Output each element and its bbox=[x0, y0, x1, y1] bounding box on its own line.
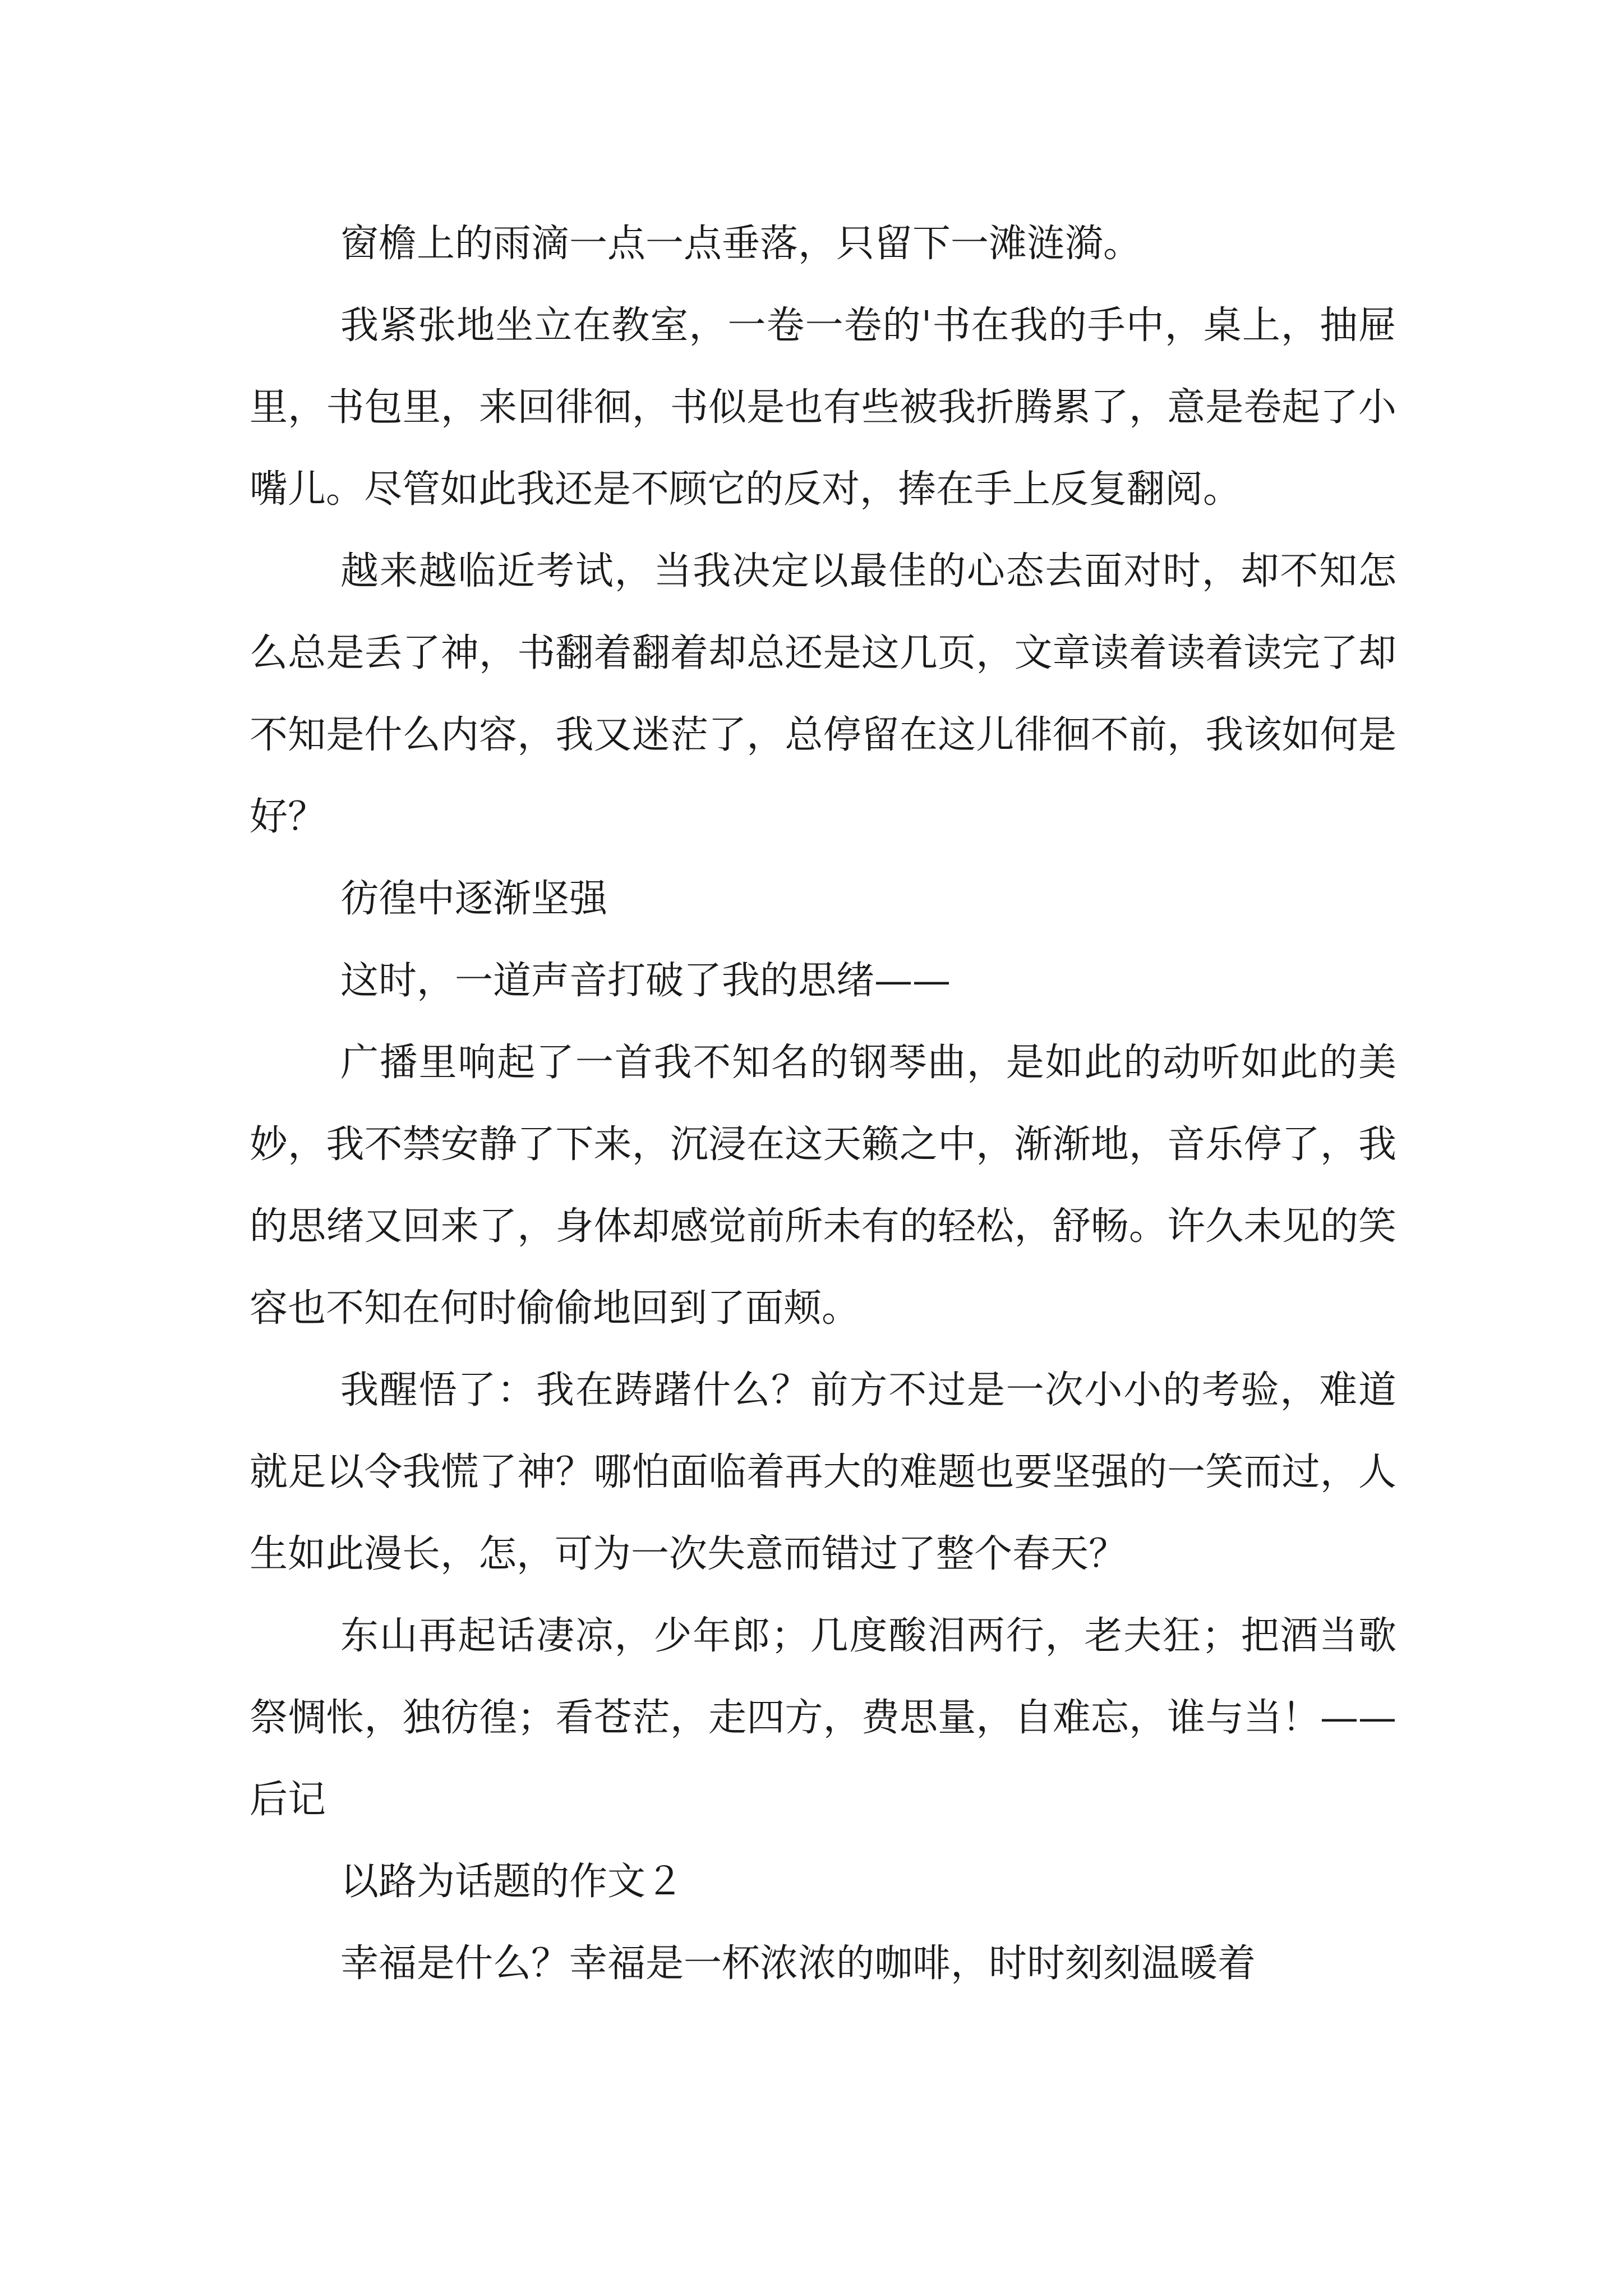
paragraph-awakening: 我醒悟了：我在踌躇什么？前方不过是一次小小的考验，难道就足以令我慌了神？哪怕面临着再大的难题也要坚强的一笑而过，人生如此漫长，怎，可为一次失意而错过了整个春天？ bbox=[250, 1368, 1396, 1576]
paragraph-happiness: 幸福是什么？幸福是一杯浓浓的咖啡，时时刻刻温暖着 bbox=[340, 1941, 1256, 1986]
paragraph-nervous-reading: 我紧张地坐立在教室，一卷一卷的'书在我的手中，桌上，抽屉里，书包里，来回徘徊，书似是也有些被我折腾累了，意是卷起了小嘴儿。尽管如此我还是不顾它的反对，捧在手上反复翻阅。 bbox=[250, 303, 1396, 512]
paragraph-piano-music: 广播里响起了一首我不知名的钢琴曲，是如此的动听如此的美妙，我不禁安静了下来，沉浸在这天籁之中，渐渐地，音乐停了，我的思绪又回来了，身体却感觉前所未有的轻松，舒畅。许久未见的笑容也不知在何时偷偷地回到了面颊。 bbox=[250, 1041, 1396, 1331]
paragraph-postscript-poem: 东山再起话凄凉，少年郎；几度酸泪两行，老夫狂；把酒当歌祭惆怅，独彷徨；看苍茫，走四方，费思量，自难忘，谁与当！——后记 bbox=[250, 1614, 1396, 1822]
paragraph-exam-anxiety: 越来越临近考试，当我决定以最佳的心态去面对时，却不知怎么总是丢了神，书翻着翻着却总还是这几页，文章读着读着读完了却不知是什么内容，我又迷茫了，总停留在这儿徘徊不前，我该如何是好？ bbox=[250, 549, 1396, 839]
paragraph-rain-ripple: 窗檐上的雨滴一点一点垂落，只留下一滩涟漪。 bbox=[340, 222, 1142, 266]
section-heading-stronger: 彷徨中逐渐坚强 bbox=[340, 877, 608, 921]
essay-title-road-2: 以路为话题的作文２ bbox=[340, 1860, 684, 1904]
document-body bbox=[250, 203, 1396, 2005]
paragraph-voice-interrupt: 这时，一道声音打破了我的思绪—— bbox=[340, 959, 951, 1003]
